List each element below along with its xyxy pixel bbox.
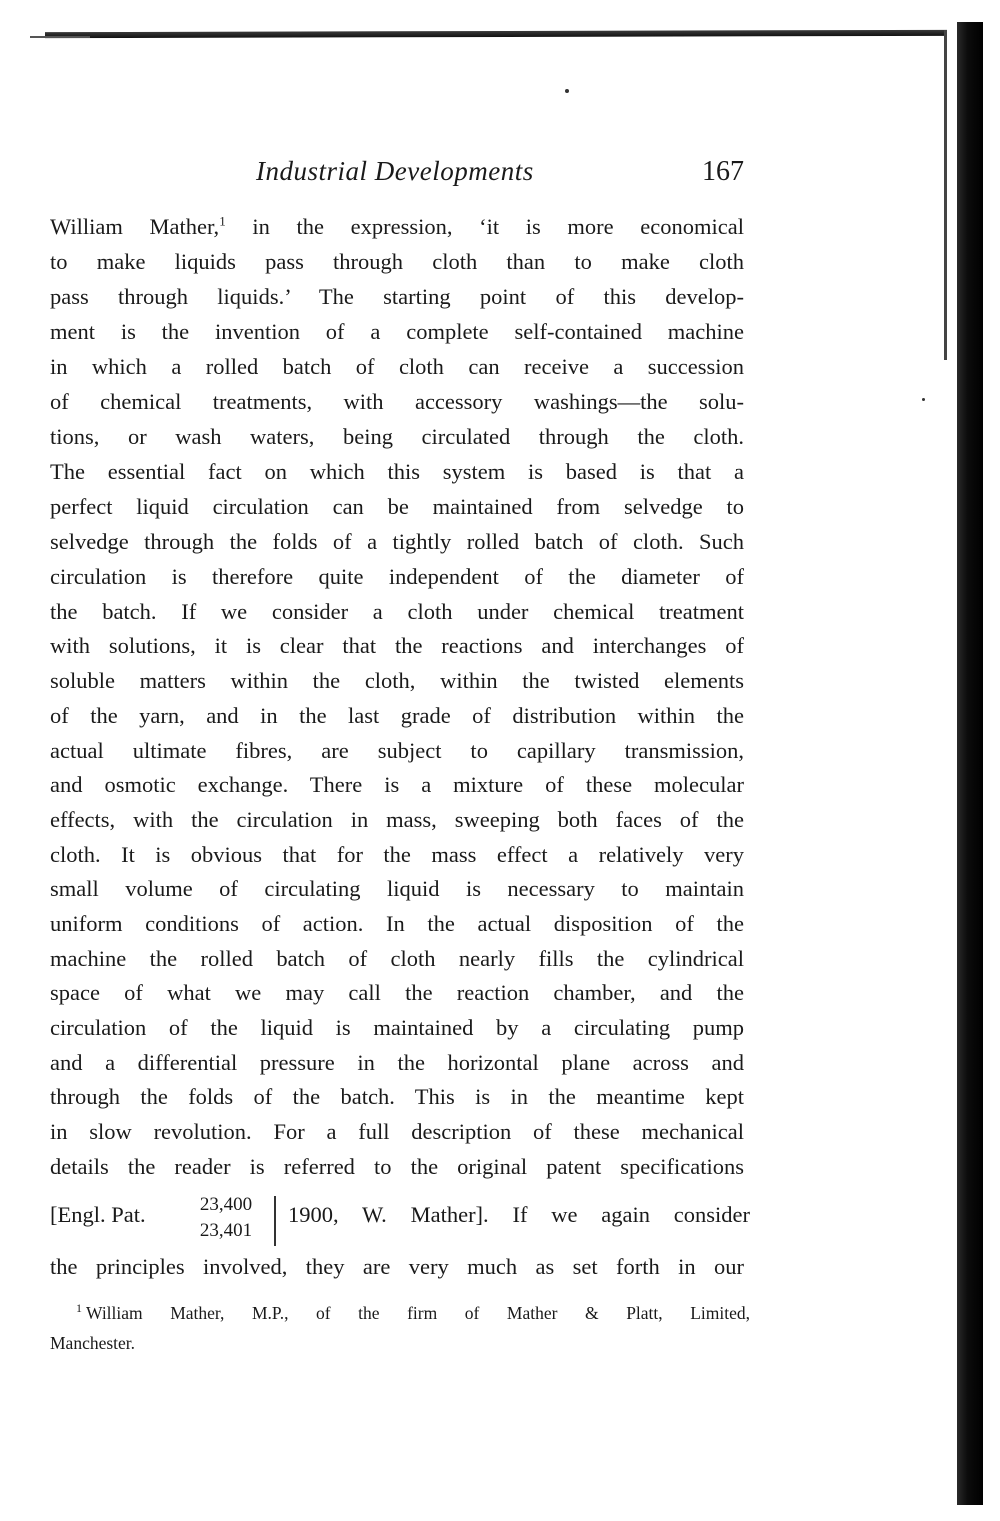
running-title: Industrial Developments [256,156,534,186]
text-line: tions, or wash waters, being circulated through the cloth. [50,424,744,449]
text-line: through the folds of the batch. This is in the meantime kept [50,1084,744,1109]
page-edge-shadow [957,22,983,1505]
footnote-line: Manchester. [50,1333,136,1353]
footnote-line [50,1298,750,1328]
text-line [50,210,744,244]
text-line: to make liquids pass through cloth than to make cloth [50,249,744,274]
text-line: actual ultimate fibres, are subject to capillary transmission, [50,738,744,763]
page-edge-line [944,30,947,360]
text-line: the batch. If we consider a cloth under chemical treatment [50,599,744,624]
footnote-marker: 1 [76,1301,82,1316]
text-line: details the reader is referred to the original patent specifications [50,1154,744,1179]
patent-number-bottom: 23,401 [199,1220,253,1241]
text-line: uniform conditions of action. In the actual disposition of the [50,911,744,936]
scan-speck [922,398,925,401]
text-line: space of what we may call the reaction chamber, and the [50,980,744,1005]
text-line: of the yarn, and in the last grade of distribution within the [50,703,744,728]
scan-speck [565,89,569,93]
text-line: soluble matters within the cloth, within the twisted elements [50,668,744,693]
running-head [240,150,752,190]
footnote-text: William Mather, M.P., of the firm of Mather & Platt, Limited, [86,1303,750,1323]
text-line: pass through liquids.’ The starting point of this develop- [50,284,744,309]
text-segment: in the expression, ‘it is more economical [225,214,745,239]
patent-citation-line [50,1192,750,1250]
text-line: small volume of circulating liquid is necessary to maintain [50,876,744,901]
text-line: with solutions, it is clear that the reactions and interchanges of [50,633,744,658]
patent-prefix: [Engl. Pat. [50,1202,146,1227]
text-line: and a differential pressure in the horizontal plane across and [50,1050,744,1075]
top-rule-tail [30,36,90,38]
text-line: perfect liquid circulation can be maintained from selvedge to [50,494,744,519]
text-line: circulation is therefore quite independent of the diameter of [50,564,744,589]
text-line: in which a rolled batch of cloth can receive a succession [50,354,744,379]
text-line: machine the rolled batch of cloth nearly fills the cylindrical [50,946,744,971]
text-line: circulation of the liquid is maintained by a circulating pump [50,1015,744,1040]
text-line: cloth. It is obvious that for the mass effect a relatively very [50,842,744,867]
patent-suffix: 1900, W. Mather]. If we again consider [288,1202,750,1227]
page-number: 167 [702,156,744,187]
text-line: selvedge through the folds of a tightly rolled batch of cloth. Such [50,529,744,554]
patent-number-top: 23,400 [199,1194,253,1215]
text-line: ment is the invention of a complete self-contained machine [50,319,744,344]
text-line: of chemical treatments, with accessory washings—the solu- [50,389,744,414]
patent-numbers [186,1192,266,1248]
text-line: in slow revolution. For a full description of these mechanical [50,1119,744,1144]
text-line: effects, with the circulation in mass, sweeping both faces of the [50,807,744,832]
footnote [50,1298,750,1358]
text-line: The essential fact on which this system is based is that a [50,459,744,484]
text-segment: William Mather, [50,214,220,239]
footnote-reference: 1 [219,213,226,229]
top-rule [45,30,947,38]
text-line: the principles involved, they are very much as set forth in our [50,1254,744,1279]
patent-divider [274,1196,276,1246]
text-line: and osmotic exchange. There is a mixture of these molecular [50,772,744,797]
